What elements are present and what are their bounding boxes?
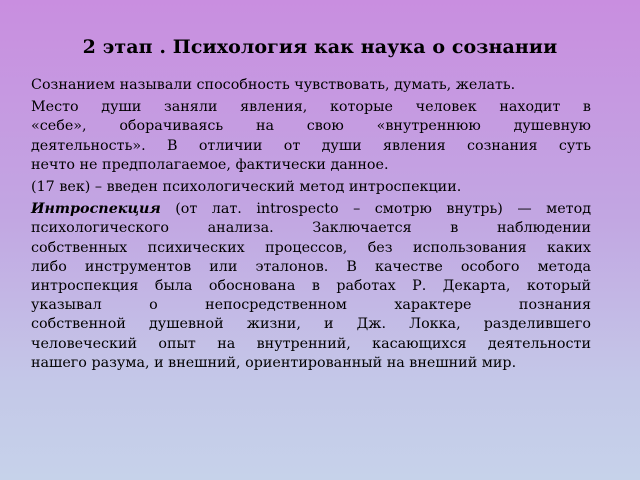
text-line: деятельность». В отличии от души явления сознания суть — [31, 137, 591, 154]
text-line — [31, 200, 591, 219]
text-line: «себе», оборачиваясь на свою «внутреннюю душевную — [31, 118, 591, 135]
text-line: человеческий опыт на внутренний, касающихся деятельности — [31, 335, 591, 352]
text-line: собственной душевной жизни, и Дж. Локка, разделившего — [31, 316, 591, 333]
paragraph-soul-replaced — [31, 98, 591, 175]
text-line: указывал о непосредственном характере познания — [31, 297, 591, 314]
text-line: собственных психических процессов, без использования каких — [31, 239, 591, 256]
paragraph-introspection-definition — [31, 200, 591, 373]
text-line: либо инструментов или эталонов. В качестве особого метода — [31, 258, 591, 275]
text-line: нашего разума, и внешний, ориентированный на внешний мир. — [31, 354, 517, 371]
text-line: психологического анализа. Заключается в наблюдении — [31, 220, 591, 237]
slide-body — [31, 76, 591, 373]
paragraph-consciousness-definition — [31, 76, 591, 95]
text-line: нечто не предполагаемое, фактически данное. — [31, 156, 389, 173]
text-line: Место души заняли явления, которые человек находит в — [31, 99, 591, 116]
paragraph-introspection-method — [31, 178, 591, 197]
text-line: Сознанием называли способность чувствовать, думать, желать. — [31, 77, 516, 93]
text-line: (17 век) – введен психологический метод интроспекции. — [31, 179, 462, 196]
term-introspection: Интроспекция — [31, 201, 161, 218]
slide-title: 2 этап . Психология как наука о сознании — [82, 36, 558, 58]
text-line: интроспекция была обоснована в работах Р. Декарта, который — [31, 278, 591, 295]
term-definition-start: (от лат. introspecto – смотрю внутрь) — метод — [160, 201, 591, 218]
